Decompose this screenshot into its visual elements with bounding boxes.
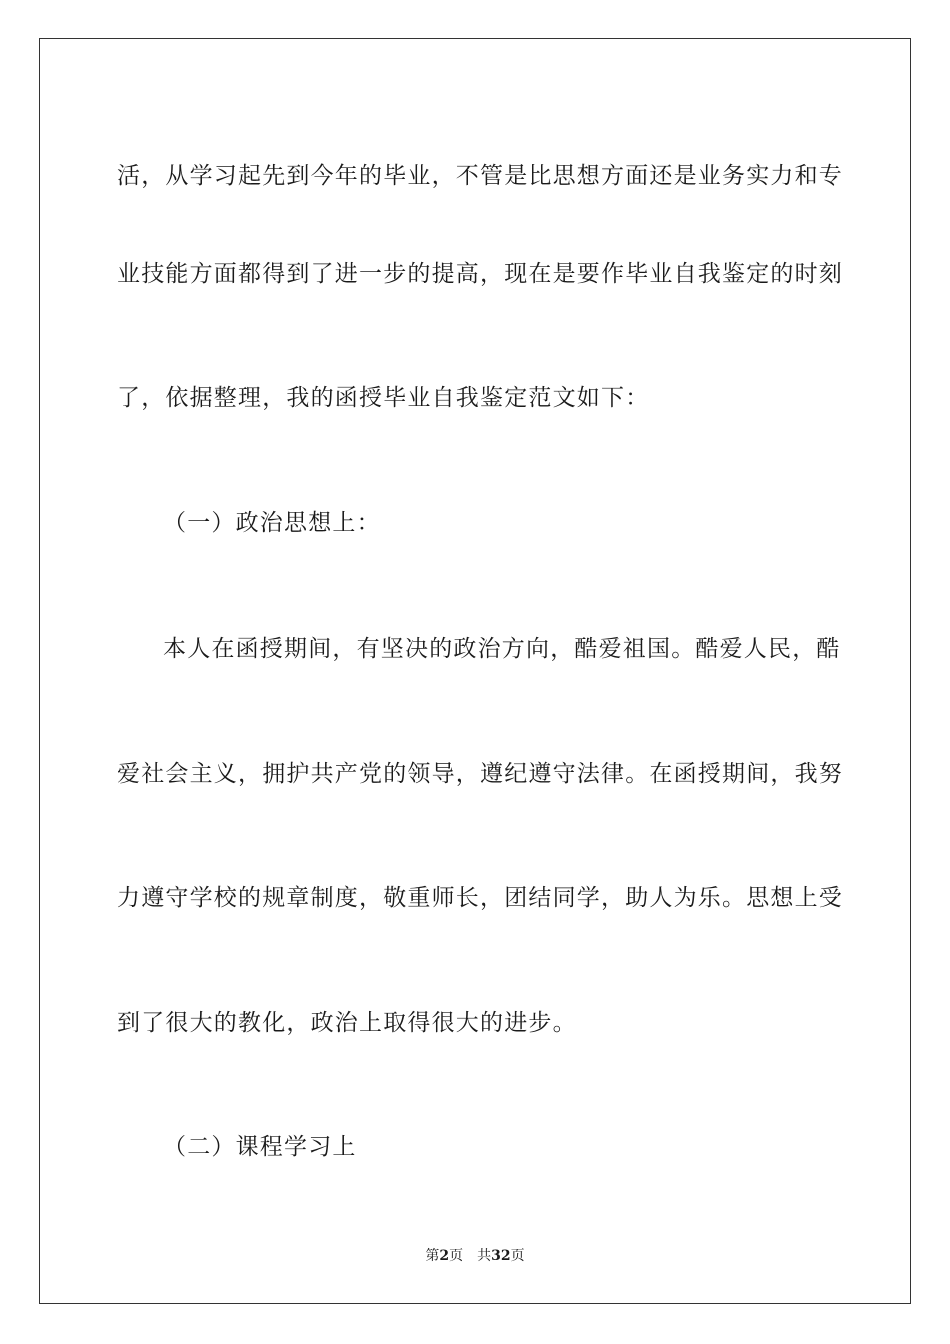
total-pages: 32 <box>491 1248 511 1264</box>
body-line-3: 了，依据整理，我的函授毕业自我鉴定范文如下： <box>117 385 650 411</box>
body-line-6: 爱社会主义，拥护共产党的领导，遵纪遵守法律。在函授期间，我努 <box>117 761 843 787</box>
section-heading-courses: （二）课程学习上 <box>163 1134 357 1160</box>
page-border <box>39 38 911 1304</box>
total-suffix: 页 <box>510 1248 525 1264</box>
page-footer <box>0 1247 950 1265</box>
page-number: 2 <box>439 1248 450 1264</box>
body-line-8: 到了很大的教化，政治上取得很大的进步。 <box>117 1010 577 1036</box>
body-line-1: 活，从学习起先到今年的毕业，不管是比思想方面还是业务实力和专 <box>117 163 843 189</box>
body-line-2: 业技能方面都得到了进一步的提高，现在是要作毕业自我鉴定的时刻 <box>117 261 843 287</box>
page-suffix: 页 <box>449 1248 464 1264</box>
page-prefix: 第 <box>425 1248 440 1264</box>
section-heading-politics: （一）政治思想上： <box>163 510 381 536</box>
total-prefix: 共 <box>477 1248 492 1264</box>
body-line-7: 力遵守学校的规章制度，敬重师长，团结同学，助人为乐。思想上受 <box>117 885 843 911</box>
body-line-5: 本人在函授期间，有坚决的政治方向，酷爱祖国。酷爱人民，酷 <box>163 636 841 662</box>
